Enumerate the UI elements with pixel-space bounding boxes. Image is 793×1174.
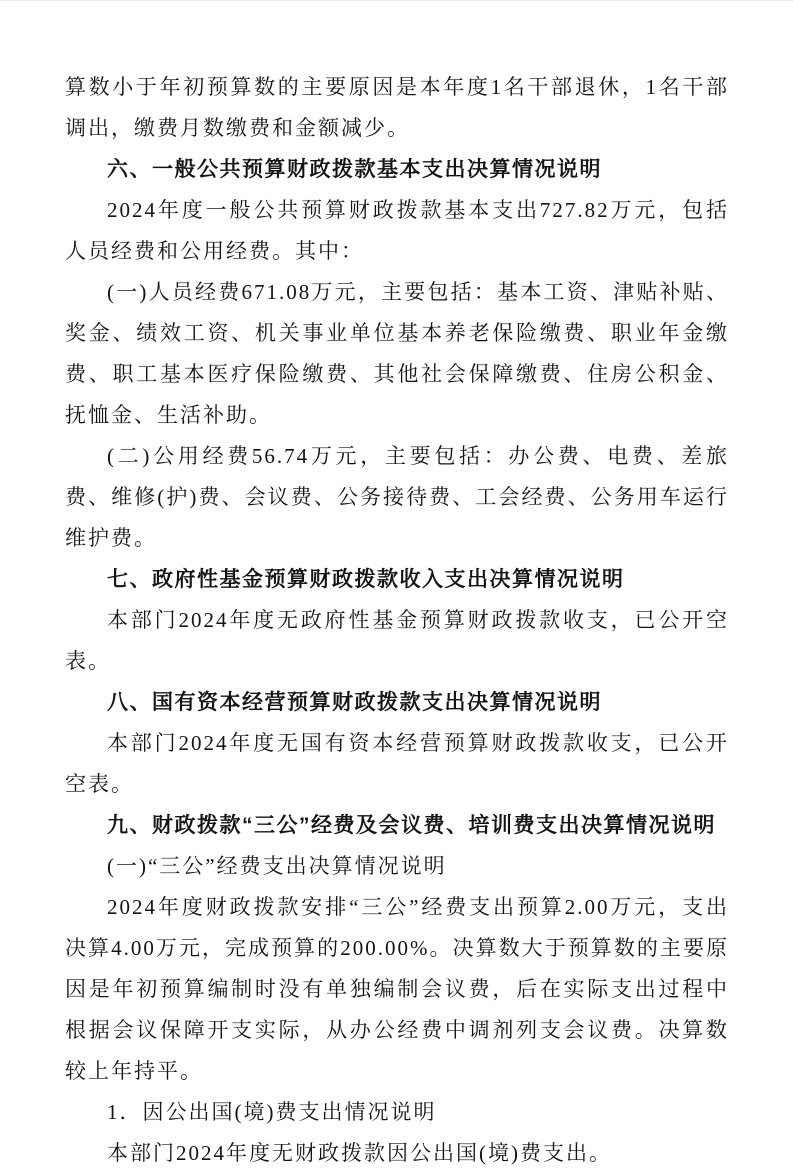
heading-section-9-three-public-funds: 九、财政拨款“三公”经费及会议费、培训费支出决算情况说明 [107,814,716,837]
paragraph-basic-expenditure-total: 2024年度一般公共预算财政拨款基本支出727.82万元，包括人员经费和公用经费。其中： [65,198,729,263]
heading-section-8-state-capital: 八、国有资本经营预算财政拨款支出决算情况说明 [107,691,602,714]
document-body [65,67,729,1174]
paragraph-personnel-expenses: (一)人员经费671.08万元，主要包括：基本工资、津贴补贴、奖金、绩效工资、机关事业单位基本养老保险缴费、职业年金缴费、职工基本医疗保险缴费、其他社会保障缴费、住房公积金、抚恤金、生活补助。 [65,280,729,427]
paragraph-three-public-subtitle: (一)“三公”经费支出决算情况说明 [107,854,447,878]
paragraph-overseas-trips-subtitle: 1．因公出国(境)费支出情况说明 [107,1100,437,1124]
paragraph-three-public-detail: 2024年度财政拨款安排“三公”经费支出预算2.00万元，支出决算4.00万元，完成预算的200.00%。决算数大于预算数的主要原因是年初预算编制时没有单独编制会议费，后在实际支出过程中根据会议保障开支实际，从办公经费中调剂列支会议费。决算数较上年持平。 [65,895,729,1083]
heading-section-7-gov-fund: 七、政府性基金预算财政拨款收入支出决算情况说明 [107,568,625,591]
paragraph-overseas-trips-statement: 本部门2024年度无财政拨款因公出国(境)费支出。 [107,1141,612,1165]
paragraph-budget-decrease-reason: 算数小于年初预算数的主要原因是本年度1名干部退休，1名干部调出，缴费月数缴费和金额减少。 [65,75,729,140]
paragraph-public-expenses: (二)公用经费56.74万元，主要包括：办公费、电费、差旅费、维修(护)费、会议费、公务接待费、工会经费、公务用车运行维护费。 [65,444,729,550]
paragraph-gov-fund-statement: 本部门2024年度无政府性基金预算财政拨款收支，已公开空表。 [65,608,729,673]
heading-section-6-basic-expenditure: 六、一般公共预算财政拨款基本支出决算情况说明 [107,158,602,181]
paragraph-state-capital-statement: 本部门2024年度无国有资本经营预算财政拨款收支，已公开空表。 [65,731,729,796]
